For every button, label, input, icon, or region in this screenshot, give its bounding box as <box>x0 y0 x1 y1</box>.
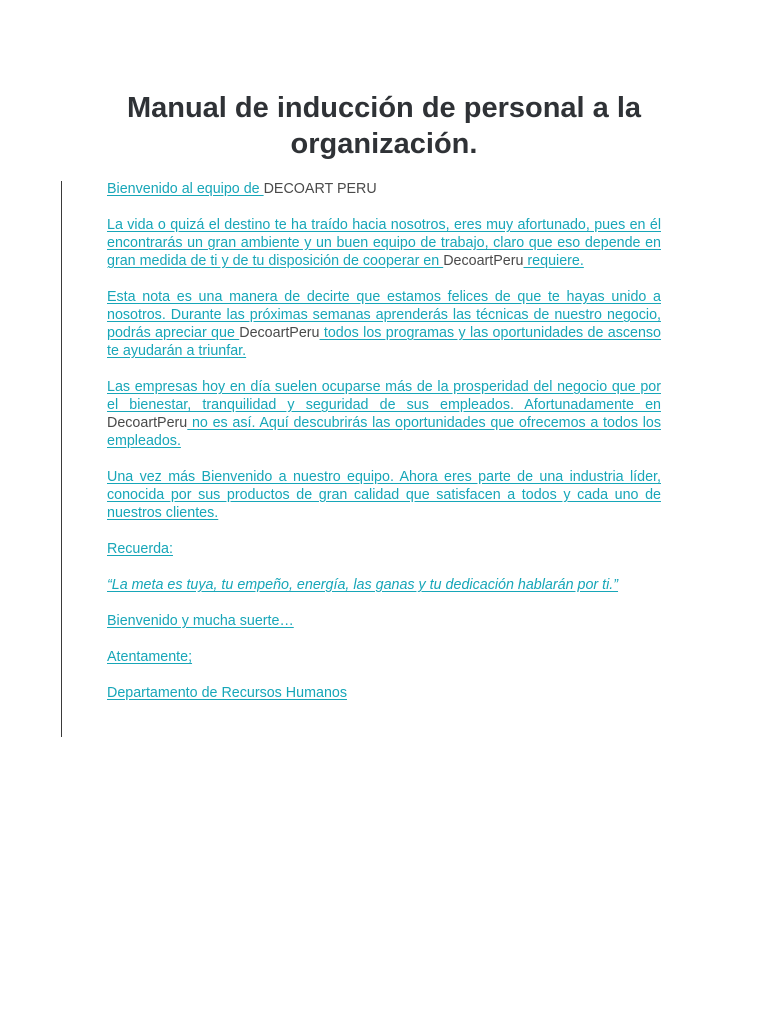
document-title <box>60 90 708 162</box>
paragraph-welcome-again <box>107 468 661 522</box>
tracked-insertion: Bienvenido al equipo de <box>107 181 264 197</box>
company-name: DecoartPeru <box>443 253 524 269</box>
paragraph-companies <box>107 378 661 450</box>
tracked-insertion: Atentamente; <box>107 649 193 665</box>
tracked-insertion: Recuerda: <box>107 541 173 557</box>
paragraph-signature <box>107 684 661 702</box>
document-body <box>107 180 661 720</box>
paragraph-note <box>107 288 661 360</box>
tracked-insertion: La vida o quizá el destino te ha traído hacia nosotros, eres muy afortunado, pues en él encontrarás un gran ambiente y un buen equipo de trabajo, claro que eso depende en gran medida de ti y de tu disposición de cooperar en <box>107 217 661 269</box>
paragraph-good-luck <box>107 612 661 630</box>
title-line-1: Manual de inducción de personal a la <box>126 92 642 124</box>
paragraph-intro <box>107 216 661 270</box>
paragraph-welcome <box>107 180 661 198</box>
revision-change-bar <box>61 181 62 737</box>
company-name: DecoartPeru <box>107 415 188 431</box>
company-name: DecoartPeru <box>239 325 320 341</box>
paragraph-closing <box>107 648 661 666</box>
tracked-insertion: requiere. <box>523 253 584 269</box>
paragraph-remember <box>107 540 661 558</box>
quote-text: “La meta es tuya, tu empeño, energía, las ganas y tu dedicación hablarán por ti.” <box>107 577 619 593</box>
title-line-2: organización. <box>290 128 478 160</box>
tracked-insertion: Esta nota es una manera de decirte que estamos felices de que te hayas unido a nosotros. Durante las próximas semanas aprenderás las técnicas de nuestro negocio, podrás apreciar que <box>107 289 661 341</box>
tracked-insertion: todos los programas y las oportunidades de ascenso te ayudarán a triunfar. <box>107 325 662 359</box>
tracked-insertion: Bienvenido y mucha suerte… <box>107 613 294 629</box>
company-name: DECOART PERU <box>263 181 377 197</box>
paragraph-quote <box>107 576 661 594</box>
signature-department: Departamento de Recursos Humanos <box>107 685 347 701</box>
tracked-insertion: Las empresas hoy en día suelen ocuparse más de la prosperidad del negocio que por el bienestar, tranquilidad y seguridad de sus empleados. Afortunadamente en <box>107 379 661 413</box>
tracked-insertion: no es así. Aquí descubrirás las oportunidades que ofrecemos a todos los empleados. <box>107 415 661 449</box>
tracked-insertion: Una vez más Bienvenido a nuestro equipo. Ahora eres parte de una industria líder, conocida por sus productos de gran calidad que satisfacen a todos y cada uno de nuestros clientes. <box>107 469 661 521</box>
